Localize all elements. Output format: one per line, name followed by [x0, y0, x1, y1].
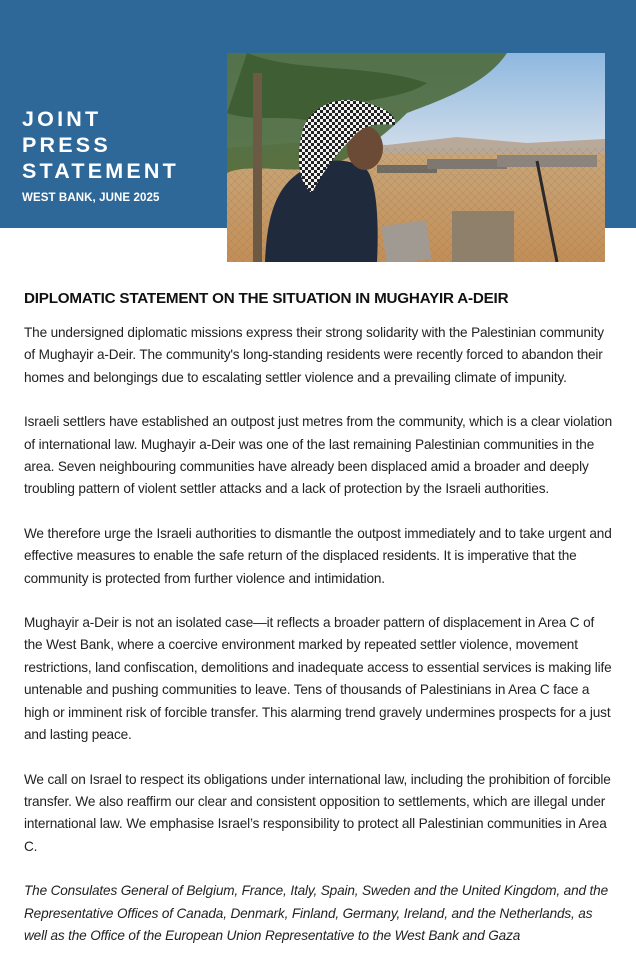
signatories: The Consulates General of Belgium, France, Italy, Spain, Sweden and the United Kingdom, and the Representative Offices of Canada, Denmark, Finland, Germany, Ireland, and the Netherlands, as well as the Office of the European Union Representative to the West Bank and Gaza: [24, 883, 608, 943]
paragraph-call-on-israel: We call on Israel to respect its obligations under international law, including the prohibition of forcible transfer. We also reaffirm our clear and consistent opposition to settlements, which are illegal under international law. We emphasise Israel’s responsibility to protect all Palestinian communities in Area C.: [24, 771, 611, 854]
location-date-subtitle: WEST BANK, JUNE 2025: [22, 192, 160, 204]
title-line-statement: STATEMENT: [22, 159, 179, 183]
title-line-joint: JOINT: [22, 107, 102, 131]
statement-body: [24, 290, 614, 969]
photo-man-in-keffiyeh-icon: [227, 53, 605, 262]
paragraph-area-c: Mughayir a-Deir is not an isolated case—it reflects a broader pattern of displacement in Area C of the West Bank, where a coercive environment marked by repeated settler violence, movement restrictions, land confiscation, demolitions and inadequate access to essential services is making life untenable and pushing communities to leave. Tens of thousands of Palestinians in Area C face a high or imminent risk of forcible transfer. This alarming trend gravely undermines prospects for a just and lasting peace.: [24, 615, 612, 743]
header-photo: [227, 53, 605, 262]
paragraph-solidarity: The undersigned diplomatic missions express their strong solidarity with the Palestinian community of Mughayir a-Deir. The community's long-standing residents were recently forced to abandon their homes and belongings due to escalating settler violence and a prevailing climate of impunity.: [24, 325, 604, 385]
title-block: [22, 106, 179, 204]
paragraph-outpost: Israeli settlers have established an outpost just metres from the community, which is a clear violation of international law. Mughayir a-Deir was one of the last remaining Palestinian communities in the area. Seven neighbouring communities have already been displaced amid a broader and deeply troubling pattern of violent settler attacks and a lack of protection by the Israeli authorities.: [24, 414, 612, 497]
paragraph-urge: We therefore urge the Israeli authorities to dismantle the outpost immediately and to take urgent and effective measures to enable the safe return of the displaced residents. It is imperative that the community is protected from further violence and intimidation.: [24, 525, 612, 586]
title-line-press: PRESS: [22, 133, 111, 157]
statement-heading: DIPLOMATIC STATEMENT ON THE SITUATION IN MUGHAYIR A-DEIR: [24, 290, 509, 307]
